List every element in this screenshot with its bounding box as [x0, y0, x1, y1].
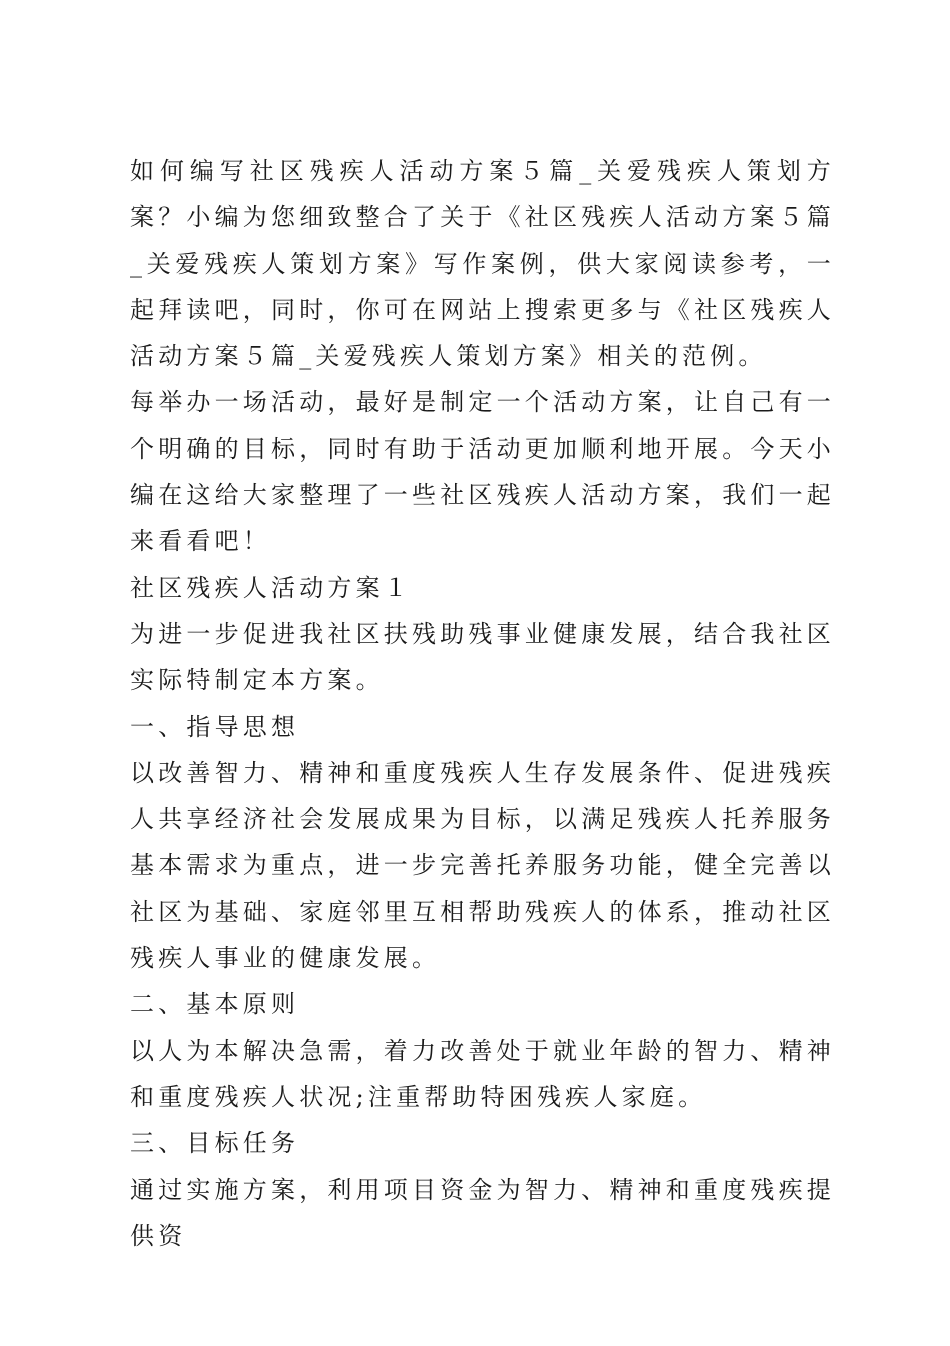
- preface-paragraph: 每举办一场活动，最好是制定一个活动方案，让自己有一个明确的目标，同时有助于活动更加顺利地开展。今天小编在这给大家整理了一些社区残疾人活动方案，我们一起来看看吧！: [130, 388, 835, 556]
- basic-principles-paragraph: 以人为本解决急需，着力改善处于就业年龄的智力、精神和重度残疾人状况;注重帮助特困残疾人家庭。: [130, 1036, 835, 1111]
- heading-basic-principles: 二、基本原则: [130, 990, 300, 1019]
- document-body: [130, 148, 835, 1259]
- intro-paragraph: 如何编写社区残疾人活动方案５篇_关爱残疾人策划方案？小编为您细致整合了关于《社区残疾人活动方案５篇_关爱残疾人策划方案》写作案例，供大家阅读参考，一起拜读吧，同时，你可在网站上搜索更多与《社区残疾人活动方案５篇_关爱残疾人策划方案》相关的范例。: [130, 157, 835, 371]
- heading-goals-tasks: 三、目标任务: [130, 1129, 300, 1158]
- guiding-thought-paragraph: 以改善智力、精神和重度残疾人生存发展条件、促进残疾人共享经济社会发展成果为目标，以满足残疾人托养服务基本需求为重点，进一步完善托养服务功能，健全完善以社区为基础、家庭邻里互相帮助残疾人的体系，推动社区残疾人事业的健康发展。: [130, 758, 835, 973]
- section-title: 社区残疾人活动方案１: [130, 573, 412, 602]
- heading-guiding-thought: 一、指导思想: [130, 712, 300, 741]
- goals-tasks-paragraph: 通过实施方案，利用项目资金为智力、精神和重度残疾提供资: [130, 1175, 835, 1250]
- section-intro-paragraph: 为进一步促进我社区扶残助残事业健康发展，结合我社区实际特制定本方案。: [130, 619, 835, 695]
